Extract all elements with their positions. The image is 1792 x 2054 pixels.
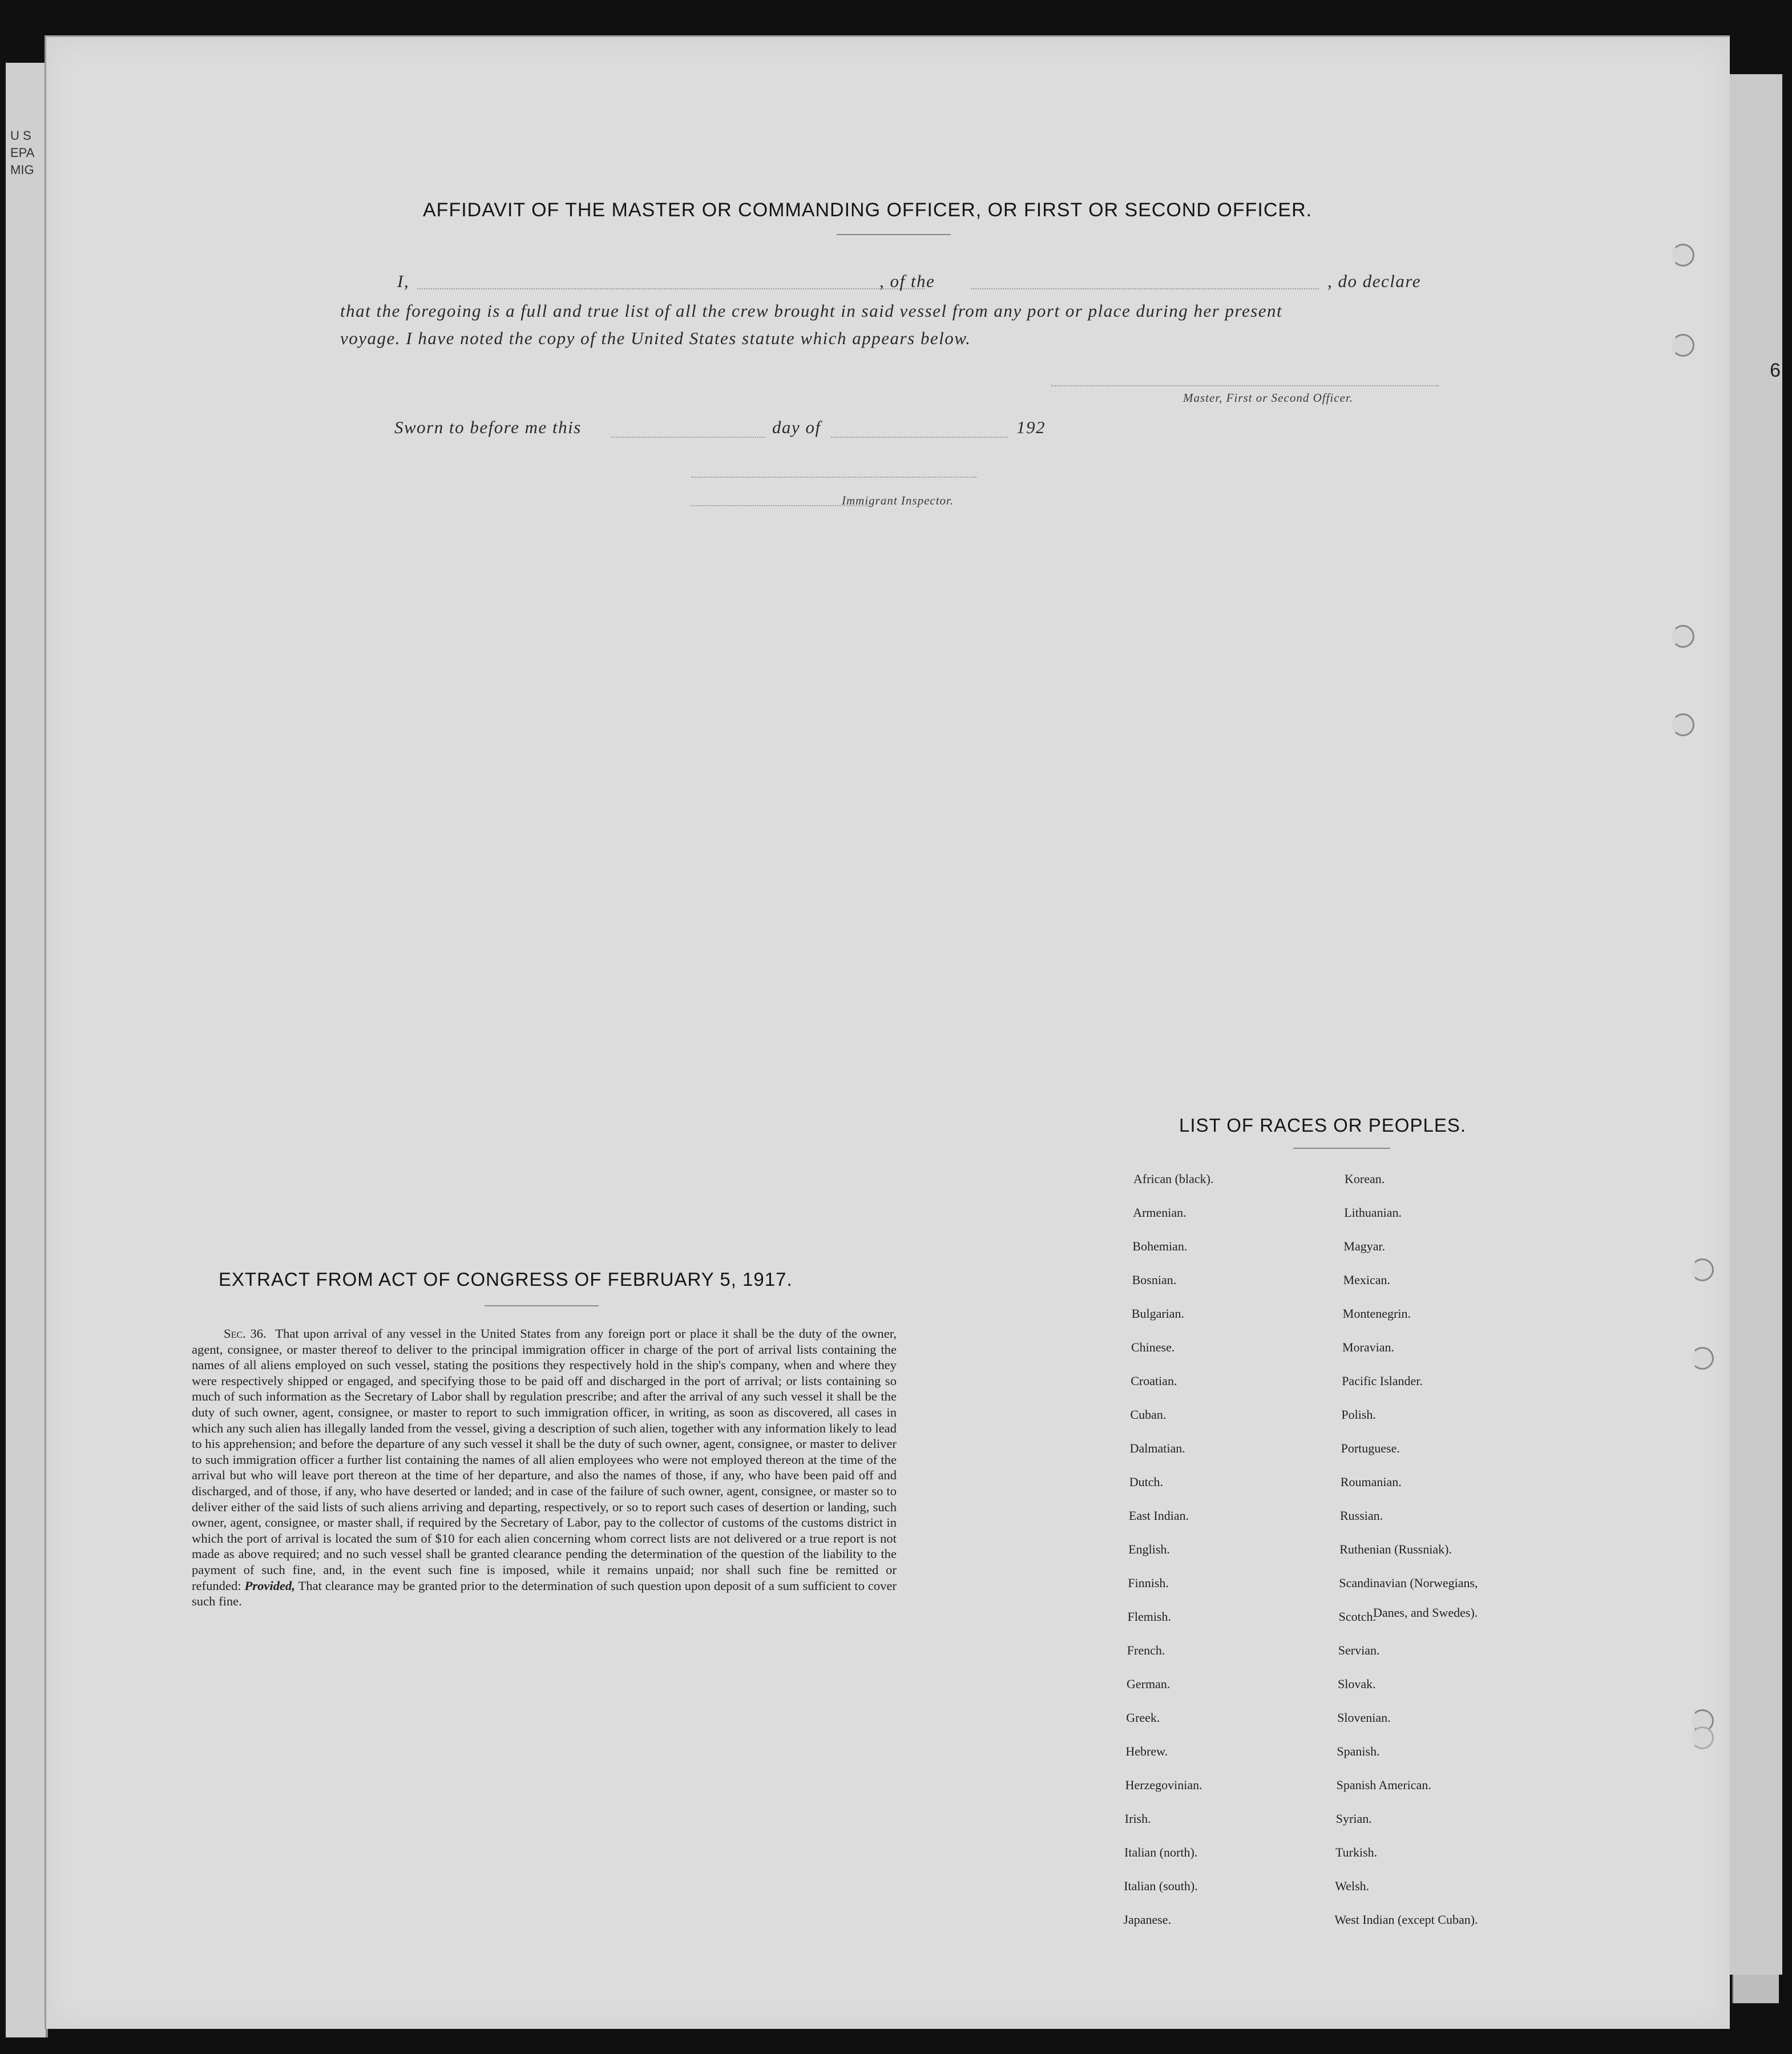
race-item-right: Slovenian.: [1337, 1710, 1391, 1725]
upper-inspector-blank: [691, 477, 976, 478]
race-item-right: Russian.: [1340, 1508, 1383, 1523]
race-item-left: Italian (south).: [1124, 1879, 1198, 1893]
race-item-right: Korean.: [1345, 1172, 1385, 1186]
day-of-text: day of: [772, 417, 821, 437]
race-item-right: Lithuanian.: [1344, 1205, 1402, 1220]
edge-fragment: MIG: [10, 163, 34, 177]
sworn-text: Sworn to before me this: [394, 417, 582, 437]
race-item-left: Irish.: [1124, 1811, 1151, 1826]
race-item-left: Bulgarian.: [1131, 1306, 1185, 1321]
punch-hole-icon: [1691, 1347, 1714, 1370]
race-item-left: English.: [1128, 1542, 1170, 1556]
race-item-right: Mexican.: [1343, 1273, 1391, 1287]
race-item-right: Spanish American.: [1336, 1778, 1431, 1792]
vessel-blank: [971, 288, 1319, 289]
race-item-left: Greek.: [1126, 1710, 1160, 1725]
punch-hole-icon: [1672, 713, 1694, 736]
race-item-left: Japanese.: [1123, 1912, 1172, 1927]
race-item-left: Herzegovinian.: [1125, 1778, 1202, 1792]
race-item-left: Hebrew.: [1125, 1744, 1168, 1758]
race-item-continuation: Danes, and Swedes).: [1373, 1605, 1478, 1620]
signature-blank: [1051, 385, 1439, 386]
affidavit-i: I,: [397, 271, 410, 291]
race-item-left: Finnish.: [1128, 1576, 1169, 1590]
race-item-right: Roumanian.: [1340, 1475, 1402, 1489]
race-item-right: Ruthenian (Russniak).: [1339, 1542, 1452, 1556]
day-blank: [611, 437, 765, 438]
race-item-right: Slovak.: [1338, 1677, 1376, 1691]
race-item-left: African (black).: [1133, 1172, 1214, 1186]
edge-fragment: EPA: [10, 146, 35, 160]
race-item-right: Portuguese.: [1341, 1441, 1400, 1455]
race-item-left: Cuban.: [1130, 1407, 1167, 1422]
race-item-left: Bosnian.: [1132, 1273, 1177, 1287]
race-item-right: Scotch.: [1338, 1609, 1376, 1624]
affidavit-declare: , do declare: [1327, 271, 1422, 291]
race-item-right: Montenegrin.: [1342, 1306, 1411, 1321]
extract-title: EXTRACT FROM ACT OF CONGRESS OF FEBRUARY 5, 1917.: [219, 1269, 793, 1290]
race-item-left: Chinese.: [1131, 1340, 1175, 1354]
race-item-left: Croatian.: [1131, 1374, 1177, 1388]
section-label: Sec. 36.: [224, 1326, 267, 1341]
race-item-left: Bohemian.: [1132, 1239, 1188, 1253]
name-blank: [417, 288, 925, 289]
extract-rule: [485, 1305, 599, 1306]
document-page: [45, 35, 1730, 2029]
inspector-label: Immigrant Inspector.: [842, 494, 954, 507]
race-item-left: East Indian.: [1129, 1508, 1189, 1523]
statute-text: [192, 1326, 897, 1609]
title-rule: [837, 234, 951, 235]
affidavit-line-3: voyage. I have noted the copy of the United States statute which appears below.: [340, 328, 971, 348]
edge-fragment-right: 6: [1770, 360, 1781, 381]
edge-fragment: U S: [10, 128, 31, 143]
race-item-right: Syrian.: [1335, 1811, 1372, 1826]
signature-label: Master, First or Second Officer.: [1183, 391, 1353, 405]
race-item-right: Turkish.: [1335, 1845, 1378, 1859]
race-item-right: Pacific Islander.: [1342, 1374, 1423, 1388]
year-text: 192: [1016, 417, 1046, 437]
race-item-right: Spanish.: [1337, 1744, 1380, 1758]
statute-body: That upon arrival of any vessel in the United States from any foreign port or place it shall be the duty of the owner, agent, consignee, or master thereof to deliver to the principal immigration officer in charge of the port of arrival lists containing the names of all aliens employed on such vessel, stating the positions they respectively hold in the ship's company, when and where they were respectively shipped or engaged, and specifying those to be paid off and discharged in the port of arrival; or lists containing so much of such information as the Secretary of Labor shall by regulation prescribe; and after the arrival of any such vessel it shall be the duty of such owner, agent, consignee, or master to report to such immigration officer, in writing, as soon as discovered, all cases in which any such alien has illegally landed from the vessel, giving a description of such alien, together with any information likely to lead to his apprehension; and before the departure of any such vessel it shall be the duty of such owner, agent, consignee, or master to deliver to such immigration officer a further list containing the names of all alien employees who were not employed thereon at the time of the arrival but who will leave port thereon at the time of her departure, and also the names of those, if any, who have been paid off and discharged, and of those, if any, who have deserted or landed; and in case of the failure of such owner, agent, consignee, or master so to deliver either of the said lists of such aliens arriving and departing, respectively, or so to report such cases of desertion or landing, such owner, agent, consignee, or master shall, if required by the Secretary of Labor, pay to the collector of customs of the customs district in which the port of arrival is located the sum of $10 for each alien concerning whom correct lists are not delivered or a true report is not made as above required; and no such vessel shall be granted clearance pending the determination of the question of the liability to the payment of such fine, and, in the event such fine is imposed, while it remains unpaid; nor shall such fine be remitted or refunded:: [192, 1326, 897, 1593]
race-item-right: Magyar.: [1343, 1239, 1386, 1253]
race-item-left: German.: [1127, 1677, 1171, 1691]
race-item-right: Welsh.: [1335, 1879, 1370, 1893]
month-blank: [831, 437, 1008, 438]
race-item-left: Dutch.: [1129, 1475, 1164, 1489]
left-page-strip: [6, 63, 48, 2037]
provided-word: Provided,: [244, 1578, 295, 1593]
punch-hole-icon: [1672, 625, 1694, 648]
race-item-right: Scandinavian (Norwegians,: [1339, 1576, 1478, 1590]
races-rule: [1293, 1148, 1390, 1149]
affidavit-of-the: , of the: [879, 271, 935, 291]
race-item-right: Polish.: [1341, 1407, 1376, 1422]
race-item-left: Dalmatian.: [1129, 1441, 1185, 1455]
affidavit-title: AFFIDAVIT OF THE MASTER OR COMMANDING OFFICER, OR FIRST OR SECOND OFFICER.: [423, 199, 1313, 221]
punch-hole-icon: [1672, 334, 1694, 357]
punch-hole-icon: [1691, 1726, 1714, 1749]
race-item-left: Flemish.: [1127, 1609, 1171, 1624]
punch-hole-icon: [1691, 1258, 1714, 1281]
race-item-right: West Indian (except Cuban).: [1334, 1912, 1478, 1927]
race-item-left: Italian (north).: [1124, 1845, 1198, 1859]
races-title: LIST OF RACES OR PEOPLES.: [1179, 1115, 1467, 1136]
punch-hole-icon: [1672, 244, 1694, 267]
race-item-left: Armenian.: [1133, 1205, 1186, 1220]
race-item-right: Moravian.: [1342, 1340, 1395, 1354]
race-item-right: Servian.: [1338, 1643, 1380, 1657]
affidavit-line-2: that the foregoing is a full and true list of all the crew brought in said vessel from any port or place during her present: [340, 301, 1283, 321]
statute-proviso: That clearance may be granted prior to the determination of such question upon deposit of a sum sufficient to cover such fine.: [192, 1578, 897, 1609]
race-item-left: French.: [1127, 1643, 1165, 1657]
